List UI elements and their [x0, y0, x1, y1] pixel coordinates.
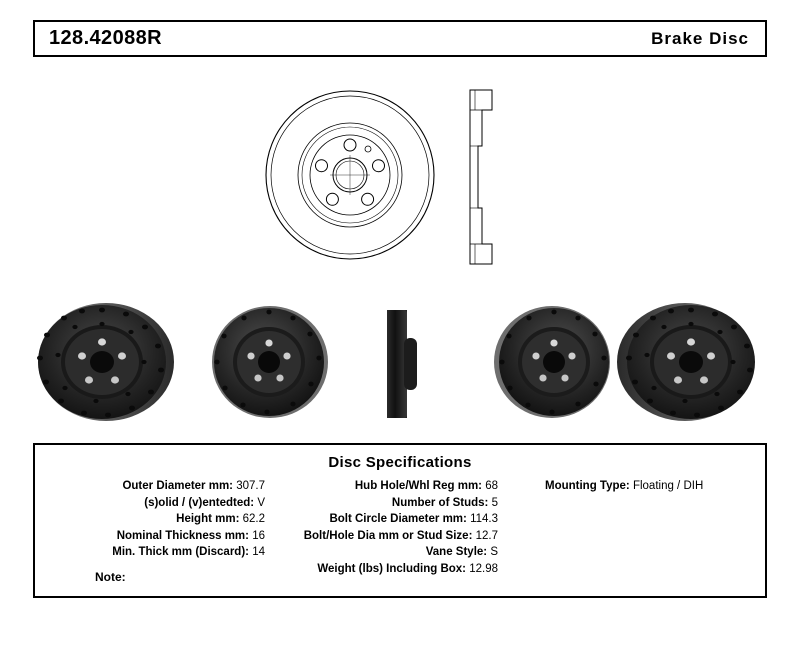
spec-value: Floating / DIH [632, 480, 704, 492]
spec-value: 68 [485, 480, 498, 492]
spec-row [283, 528, 498, 545]
specs-body [35, 478, 765, 573]
spec-label: Min. Thick mm (Discard): [112, 546, 249, 558]
spec-label: Bolt Circle Diameter mm: [329, 513, 467, 525]
disc-specifications-panel [33, 443, 767, 598]
spec-row [35, 511, 265, 528]
spec-row [35, 495, 265, 512]
part-number: 128.42088R [49, 27, 162, 49]
spec-value: 14 [252, 546, 265, 558]
spec-label: Number of Studs: [391, 496, 489, 509]
product-photo-row [0, 300, 800, 440]
spec-value: 12.98 [469, 562, 498, 575]
spec-row [35, 478, 265, 495]
spec-value: 114.3 [470, 513, 498, 525]
spec-value: 16 [252, 529, 265, 542]
spec-label: Outer Diameter mm: [122, 480, 234, 492]
spec-row [283, 511, 498, 528]
spec-value: V [257, 496, 265, 509]
note-row [95, 570, 130, 584]
spec-value: 5 [491, 496, 498, 509]
specs-column-right [545, 478, 765, 495]
spec-row [283, 478, 498, 495]
rotor-photo-hub-face-right [488, 300, 618, 430]
spec-label: Vane Style: [425, 546, 488, 558]
specs-column-middle [283, 478, 498, 577]
document-type-label: Brake Disc [651, 28, 749, 48]
spec-label: Weight (lbs) Including Box: [317, 562, 467, 575]
spec-label: Nominal Thickness mm: [116, 529, 249, 542]
rotor-photo-edge [374, 308, 434, 425]
spec-row [283, 544, 498, 561]
note-label: Note: [95, 570, 126, 584]
rotor-cross-section-drawing [452, 88, 512, 271]
spec-row [283, 495, 498, 512]
spec-label: Mounting Type: [545, 480, 630, 492]
spec-row [35, 544, 265, 561]
header-bar [33, 20, 767, 57]
spec-value: 307.7 [236, 480, 265, 492]
spec-value: S [490, 546, 498, 558]
spec-value: 62.2 [242, 513, 265, 525]
spec-row [545, 478, 765, 495]
spec-label: Height mm: [176, 513, 240, 525]
specs-title: Disc Specifications [328, 454, 472, 471]
specs-column-left [35, 478, 265, 561]
spec-row [35, 528, 265, 545]
rotor-photo-hub-face [205, 300, 335, 430]
drawing-area [0, 60, 800, 440]
spec-label: Bolt/Hole Dia mm or Stud Size: [303, 529, 473, 542]
spec-value: 12.7 [475, 529, 498, 542]
rotor-photo-angled-right [617, 300, 767, 430]
rotor-photo-angled-left [30, 300, 180, 430]
spec-label: Hub Hole/Whl Reg mm: [354, 480, 482, 492]
rotor-face-drawing [260, 85, 440, 270]
spec-label: (s)olid / (v)entedted: [144, 496, 255, 509]
spec-row [283, 561, 498, 578]
